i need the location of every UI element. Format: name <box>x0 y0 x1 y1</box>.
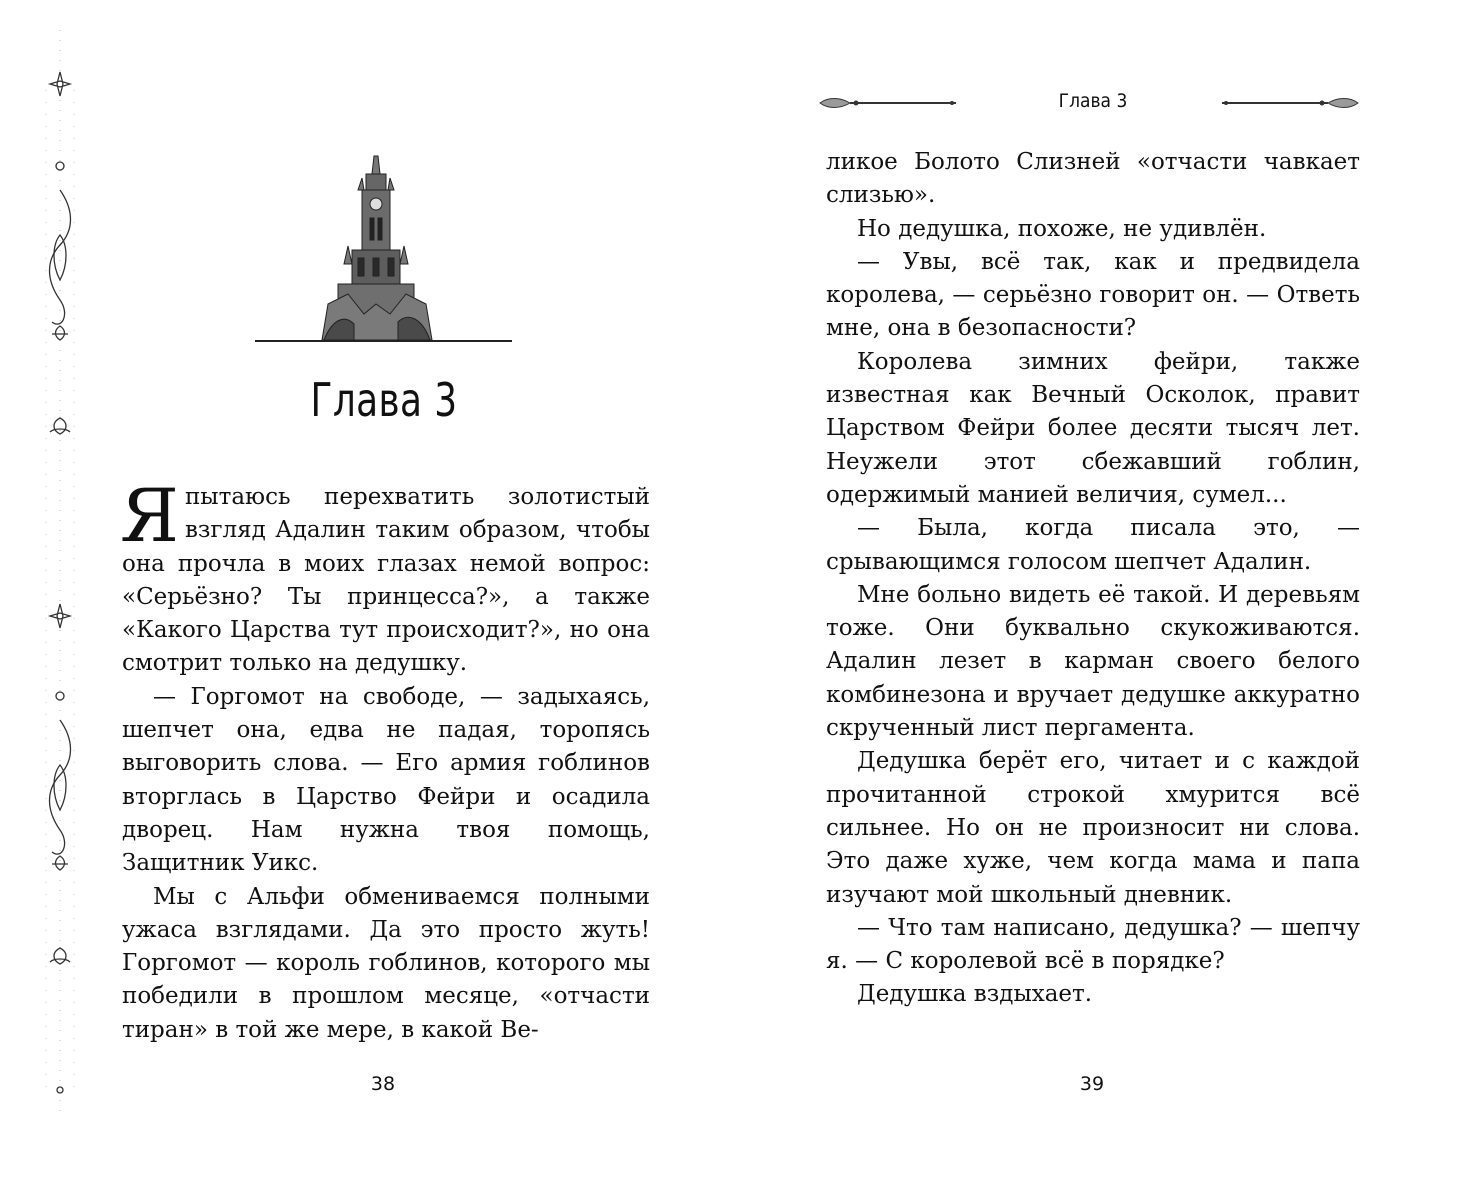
paragraph: — Горгомот на свободе, — задыхаясь, шепчет она, едва не падая, торопясь выговорить слова. — Его армия гоблинов вторглась в Царство Фейри и осадила дворец. Нам нужна твоя помощь, Защитник Уикс. <box>122 683 650 877</box>
paragraph: ликое Болото Слизней «отчасти чавкает слизью». <box>826 149 1360 209</box>
spear-ornament <box>818 94 960 112</box>
paragraph: Мы с Альфи обмениваемся полными ужаса взглядами. Да это просто жуть! Горгомот — король гоблинов, которого мы победили в прошлом месяце, «отчасти тиран» в той же мере, в какой Ве- <box>122 883 650 1043</box>
paragraph: Япытаюсь перехватить золотистый взгляд Адалин таким образом, чтобы она прочла в моих глазах немой вопрос: «Серьёзно? Ты принцесса?», а также «Какого Царства тут происходит?», но она смотрит только на дедушку. <box>120 474 650 677</box>
paragraph: Дедушка вздыхает. <box>857 981 1093 1008</box>
drop-cap: Я <box>120 474 179 559</box>
right-page-text <box>826 146 1360 1012</box>
paragraph: — Увы, всё так, как и предвидела королева, — серьёзно говорит он. — Ответь мне, она в безопасности? <box>826 248 1360 342</box>
chapter-title: Глава 3 <box>310 373 458 427</box>
paragraph: Мне больно видеть её такой. И деревьям тоже. Они буквально скукоживаются. Адалин лезет в карман своего белого комбинезона и вручает дедушке аккуратно скрученный лист пергамента. <box>826 581 1360 742</box>
spear-ornament <box>1218 94 1360 112</box>
right-page <box>826 0 1360 1182</box>
paragraph: — Что там написано, дедушка? — шепчу я. — С королевой всё в порядке? <box>826 914 1360 975</box>
tower-illustration <box>314 154 438 342</box>
floral-border-ornament <box>40 30 84 1120</box>
left-page-text <box>120 474 650 1047</box>
paragraph: — Была, когда писала это, — срывающимся голосом шепчет Адалин. <box>826 515 1360 575</box>
paragraph: Но дедушка, похоже, не удивлён. <box>857 215 1267 242</box>
page-number-left: 38 <box>370 1073 396 1095</box>
left-page <box>118 0 650 1182</box>
running-head: Глава 3 <box>1058 90 1128 112</box>
chapter-rule <box>255 340 512 342</box>
paragraph: Дедушка берёт его, читает и с каждой прочитанной строкой хмурится всё сильнее. Но он не произносит ни слова. Это даже хуже, чем когда мама и папа изучают мой школьный дневник. <box>826 748 1360 908</box>
page-number-right: 39 <box>1079 1073 1105 1095</box>
paragraph: Королева зимних фейри, также известная как Вечный Осколок, правит Царством Фейри более десяти тысяч лет. Неужели этот сбежавший гоблин, одержимый манией величия, сумел... <box>826 348 1360 508</box>
